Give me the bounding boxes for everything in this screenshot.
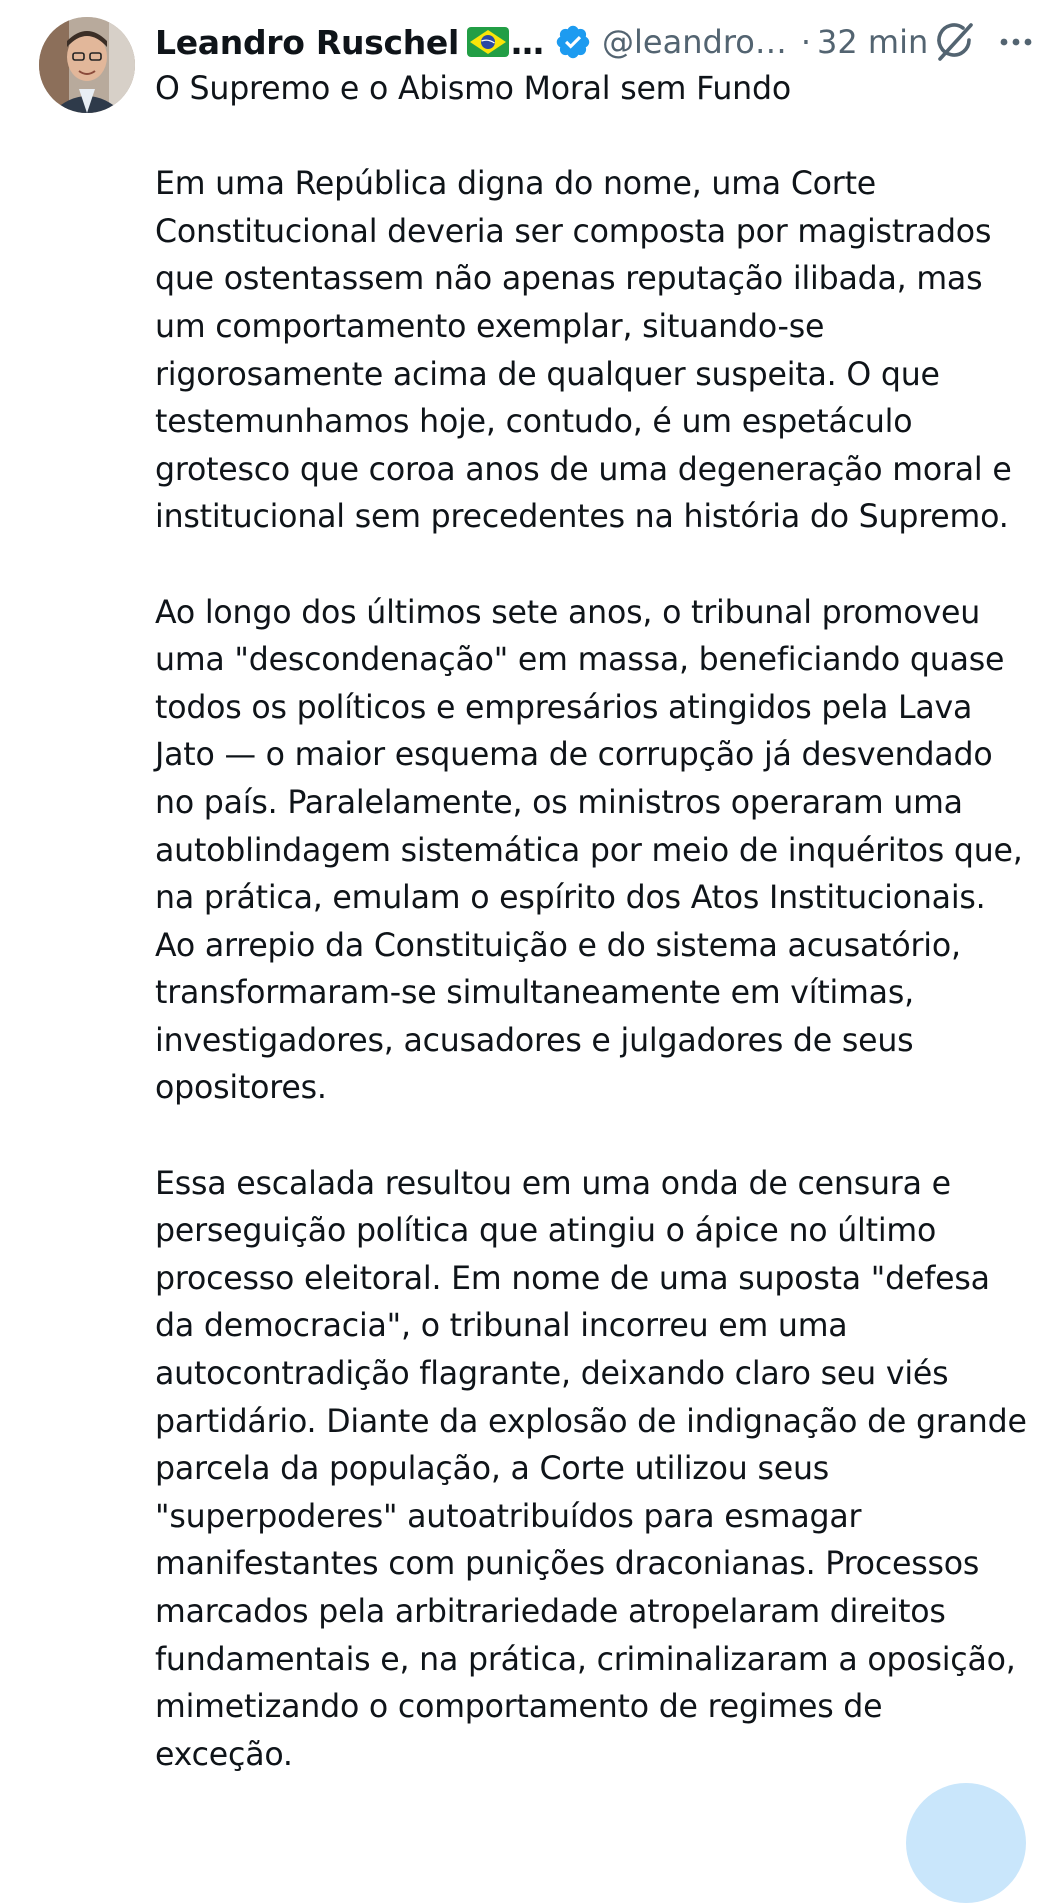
- more-options-icon[interactable]: [996, 22, 1036, 62]
- verified-badge-icon[interactable]: [554, 23, 592, 61]
- tweet-title: O Supremo e o Abismo Moral sem Fundo: [155, 71, 791, 107]
- tweet-paragraph: Em uma República digna do nome, uma Corte Constitucional deveria ser composta por magistrados que ostentassem não apenas reputação ilibada, mas um comportamento exemplar, situando-se rigorosamente acima de qualquer suspeita. O que testemunhamos hoje, contudo, é um espetáculo grotesco que coroa anos de uma degeneração moral e institucional sem precedentes na história do Supremo.: [155, 166, 1012, 536]
- tweet-header: [155, 14, 1035, 70]
- avatar-photo: [39, 17, 135, 113]
- brazil-flag-icon: [467, 27, 509, 57]
- header-separator: ·: [800, 23, 812, 61]
- author-name-ellipsis: …: [511, 22, 545, 62]
- paragraph-gap: [155, 1113, 1045, 1161]
- grok-icon[interactable]: [932, 19, 978, 65]
- paragraph-gap: [155, 542, 1045, 590]
- tweet-paragraph: Essa escalada resultou em uma onda de censura e perseguição política que atingiu o ápice no último processo eleitoral. Em nome de uma suposta "defesa da democracia", o tribunal incorreu em uma autocontradição flagrante, deixando claro seu viés partidário. Diante da explosão de indignação de grande parcela da população, a Corte utilizou seus "superpoderes" autoatribuídos para esmagar manifestantes com punições draconianas. Processos marcados pela arbitrariedade atropelaram direitos fundamentais e, na prática, criminalizaram a oposição, mimetizando o comportamento de regimes de exceção.: [155, 1165, 1027, 1773]
- paragraph-gap: [155, 114, 1045, 162]
- author-handle[interactable]: @leandro…: [602, 23, 787, 61]
- author-name[interactable]: Leandro Ruschel: [155, 22, 460, 62]
- avatar[interactable]: [39, 17, 135, 113]
- tweet-body: [155, 66, 1045, 1779]
- compose-fab-button[interactable]: [906, 1783, 1026, 1903]
- tweet-paragraph: Ao longo dos últimos sete anos, o tribunal promoveu uma "descondenação" em massa, beneficiando quase todos os políticos e empresários atingidos pela Lava Jato — o maior esquema de corrupção já desvendado no país. Paralelamente, os ministros operaram uma autoblindagem sistemática por meio de inquéritos que, na prática, emulam o espírito dos Atos Institucionais. Ao arrepio da Constituição e do sistema acusatório, transformaram-se simultaneamente em vítimas, investigadores, acusadores e julgadores de seus opositores.: [155, 594, 1023, 1107]
- tweet-timestamp[interactable]: 32 min: [817, 23, 929, 61]
